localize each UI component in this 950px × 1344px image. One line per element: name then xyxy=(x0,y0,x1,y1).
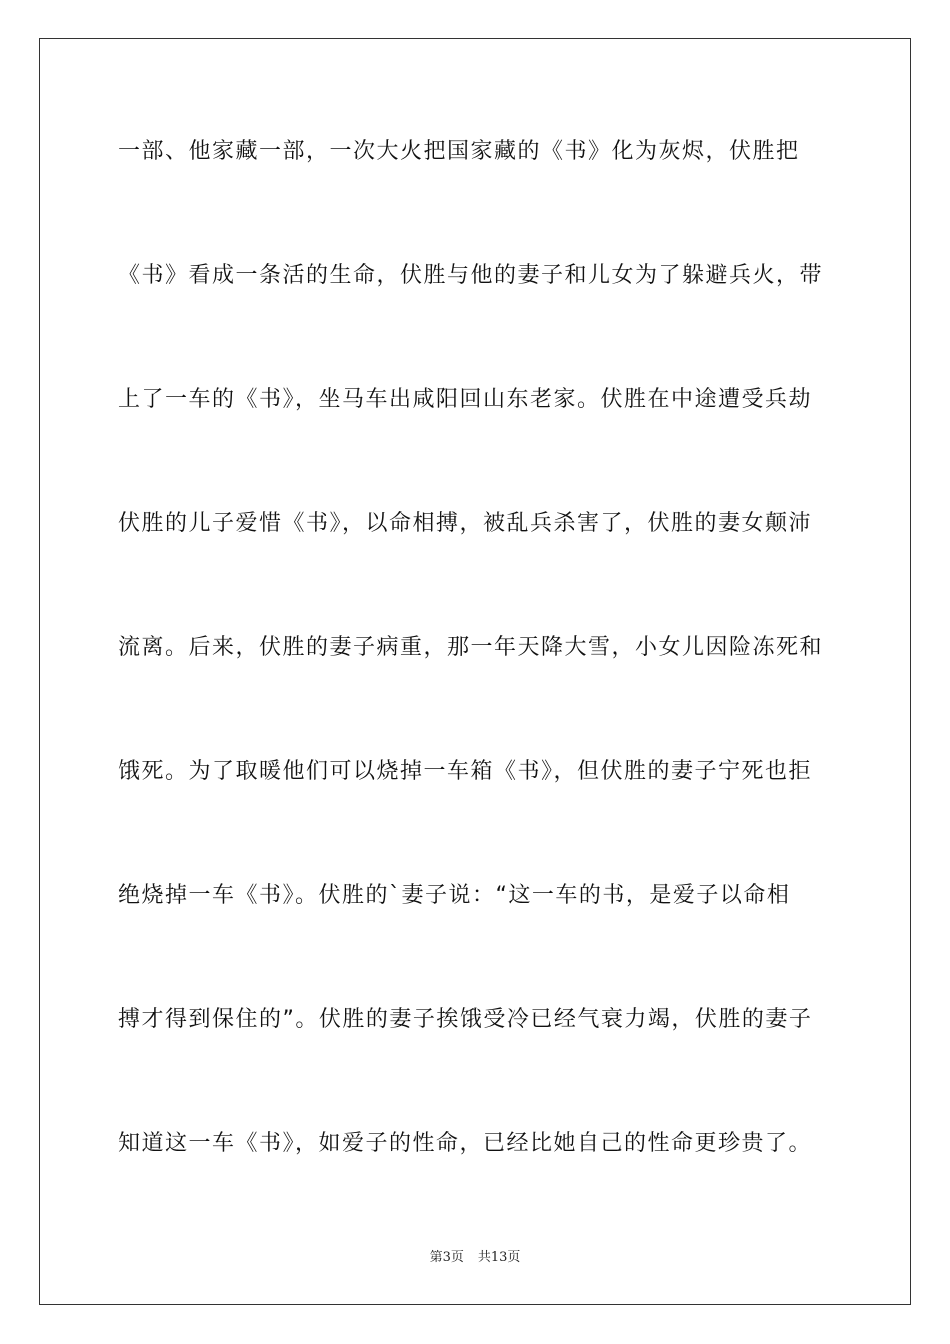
body-line: 饿死。为了取暖他们可以烧掉一车箱《书》，但伏胜的妻子宁死也拒 xyxy=(118,759,813,784)
body-line: 搏才得到保住的”。伏胜的妻子挨饿受冷已经气衰力竭，伏胜的妻子 xyxy=(118,1007,813,1032)
body-line: 《书》看成一条活的生命，伏胜与他的妻子和儿女为了躲避兵火，带 xyxy=(118,263,824,288)
page-number: 第3页 xyxy=(429,1250,464,1265)
page-total: 共13页 xyxy=(477,1250,521,1265)
body-line: 流离。后来，伏胜的妻子病重，那一年天降大雪，小女儿因险冻死和 xyxy=(118,635,824,660)
page-footer xyxy=(0,1246,950,1265)
body-line: 伏胜的儿子爱惜《书》，以命相搏，被乱兵杀害了，伏胜的妻女颠沛 xyxy=(118,511,813,536)
body-line: 上了一车的《书》，坐马车出咸阳回山东老家。伏胜在中途遭受兵劫 xyxy=(118,387,813,412)
body-line: 一部、他家藏一部，一次大火把国家藏的《书》化为灰烬，伏胜把 xyxy=(118,139,800,164)
body-line: 绝烧掉一车《书》。伏胜的`妻子说：“这一车的书，是爱子以命相 xyxy=(118,883,791,908)
body-line: 知道这一车《书》，如爱子的性命，已经比她自己的性命更珍贵了。 xyxy=(118,1131,813,1156)
document-body xyxy=(118,130,838,1246)
